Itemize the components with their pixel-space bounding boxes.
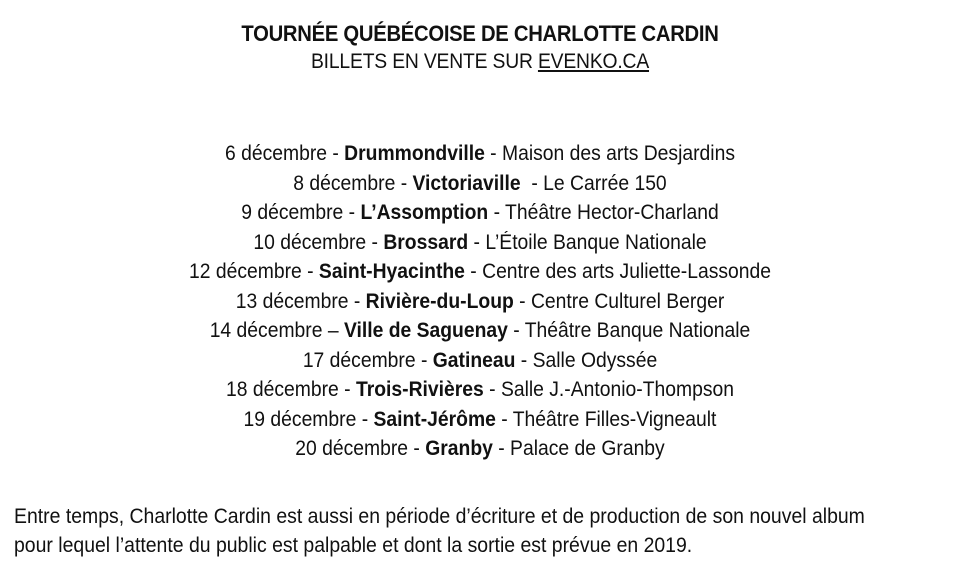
tour-date-row: [38, 405, 921, 435]
separator: -: [395, 171, 413, 195]
header: [0, 20, 960, 76]
separator: -: [366, 230, 384, 254]
separator: -: [301, 260, 319, 283]
tour-city: Victoriaville: [412, 171, 521, 195]
tour-city: Trois-Rivières: [355, 378, 484, 401]
tour-date-row: [38, 434, 921, 464]
tour-venue: Salle Odyssée: [532, 348, 658, 372]
separator: -: [483, 378, 501, 401]
tour-venue: Centre Culturel Berger: [530, 289, 725, 313]
tour-city: Saint-Jérôme: [373, 407, 496, 431]
separator: -: [488, 201, 506, 224]
tour-city: Ville de Saguenay: [343, 319, 508, 342]
separator: -: [415, 348, 433, 372]
separator: –: [322, 319, 344, 342]
tour-venue: Salle J.-Antonio-Thompson: [500, 378, 734, 401]
tour-city: L’Assomption: [360, 201, 489, 224]
announcement-line: pour lequel l’attente du public est palpable et dont la sortie est prévue en 2019.: [14, 534, 693, 557]
separator: -: [338, 378, 356, 401]
tour-city: Granby: [425, 437, 493, 460]
separator: -: [408, 437, 426, 460]
tour-date-row: [38, 346, 921, 376]
tour-date: 19 décembre: [243, 407, 357, 431]
tour-city: Saint-Hyacinthe: [318, 260, 465, 283]
separator: -: [343, 201, 361, 224]
separator: -: [513, 289, 531, 313]
tour-date: 20 décembre: [295, 437, 409, 460]
separator: -: [515, 348, 533, 372]
tour-date: 6 décembre: [224, 142, 328, 165]
tour-date-row: [38, 198, 921, 228]
tour-city: Rivière-du-Loup: [365, 289, 514, 313]
ticket-info: [38, 48, 921, 76]
tour-date: 13 décembre: [235, 289, 349, 313]
album-announcement: [14, 502, 948, 560]
tour-date: 12 décembre: [188, 260, 302, 283]
tour-date: 14 décembre: [209, 319, 323, 342]
tour-date: 8 décembre: [293, 171, 396, 195]
tour-venue: Théâtre Banque Nationale: [524, 319, 751, 342]
tour-date: 9 décembre: [241, 201, 344, 224]
tour-venue: Centre des arts Juliette-Lassonde: [482, 260, 772, 283]
page-title: TOURNÉE QUÉBÉCOISE DE CHARLOTTE CARDIN: [241, 21, 719, 46]
tour-city: Gatineau: [432, 348, 516, 372]
separator: -: [468, 230, 486, 254]
tour-date-row: [38, 316, 921, 346]
tour-dates-list: [0, 139, 960, 464]
separator: -: [520, 171, 544, 195]
tour-date: 17 décembre: [302, 348, 416, 372]
tour-venue: Maison des arts Desjardins: [501, 142, 736, 165]
separator: -: [492, 437, 511, 460]
announcement-line: Entre temps, Charlotte Cardin est aussi en période d’écriture et de production de son nouvel album: [14, 505, 865, 528]
tour-venue: Le Carrée 150: [543, 171, 667, 195]
tour-date-row: [38, 287, 921, 317]
separator: -: [348, 289, 366, 313]
evenko-link[interactable]: EVENKO.CA: [537, 50, 650, 73]
tour-venue: Théâtre Filles-Vigneault: [512, 407, 717, 431]
separator: -: [507, 319, 525, 342]
tour-date-row: [38, 257, 921, 287]
tour-venue: Théâtre Hector-Charland: [505, 201, 719, 224]
separator: -: [327, 142, 345, 165]
tour-city: Brossard: [383, 230, 469, 254]
separator: -: [495, 407, 513, 431]
tour-date-row: [38, 169, 921, 199]
tour-date-row: [38, 228, 921, 258]
tour-city: Drummondville: [344, 142, 485, 165]
tour-date-row: [38, 139, 921, 169]
tour-date: 10 décembre: [253, 230, 367, 254]
tour-venue: L’Étoile Banque Nationale: [485, 230, 707, 254]
tour-date-row: [38, 375, 921, 405]
separator: -: [464, 260, 483, 283]
tour-date: 18 décembre: [226, 378, 339, 401]
tour-venue: Palace de Granby: [510, 437, 665, 460]
ticket-info-prefix: BILLETS EN VENTE SUR: [310, 50, 538, 73]
separator: -: [356, 407, 374, 431]
separator: -: [484, 142, 502, 165]
